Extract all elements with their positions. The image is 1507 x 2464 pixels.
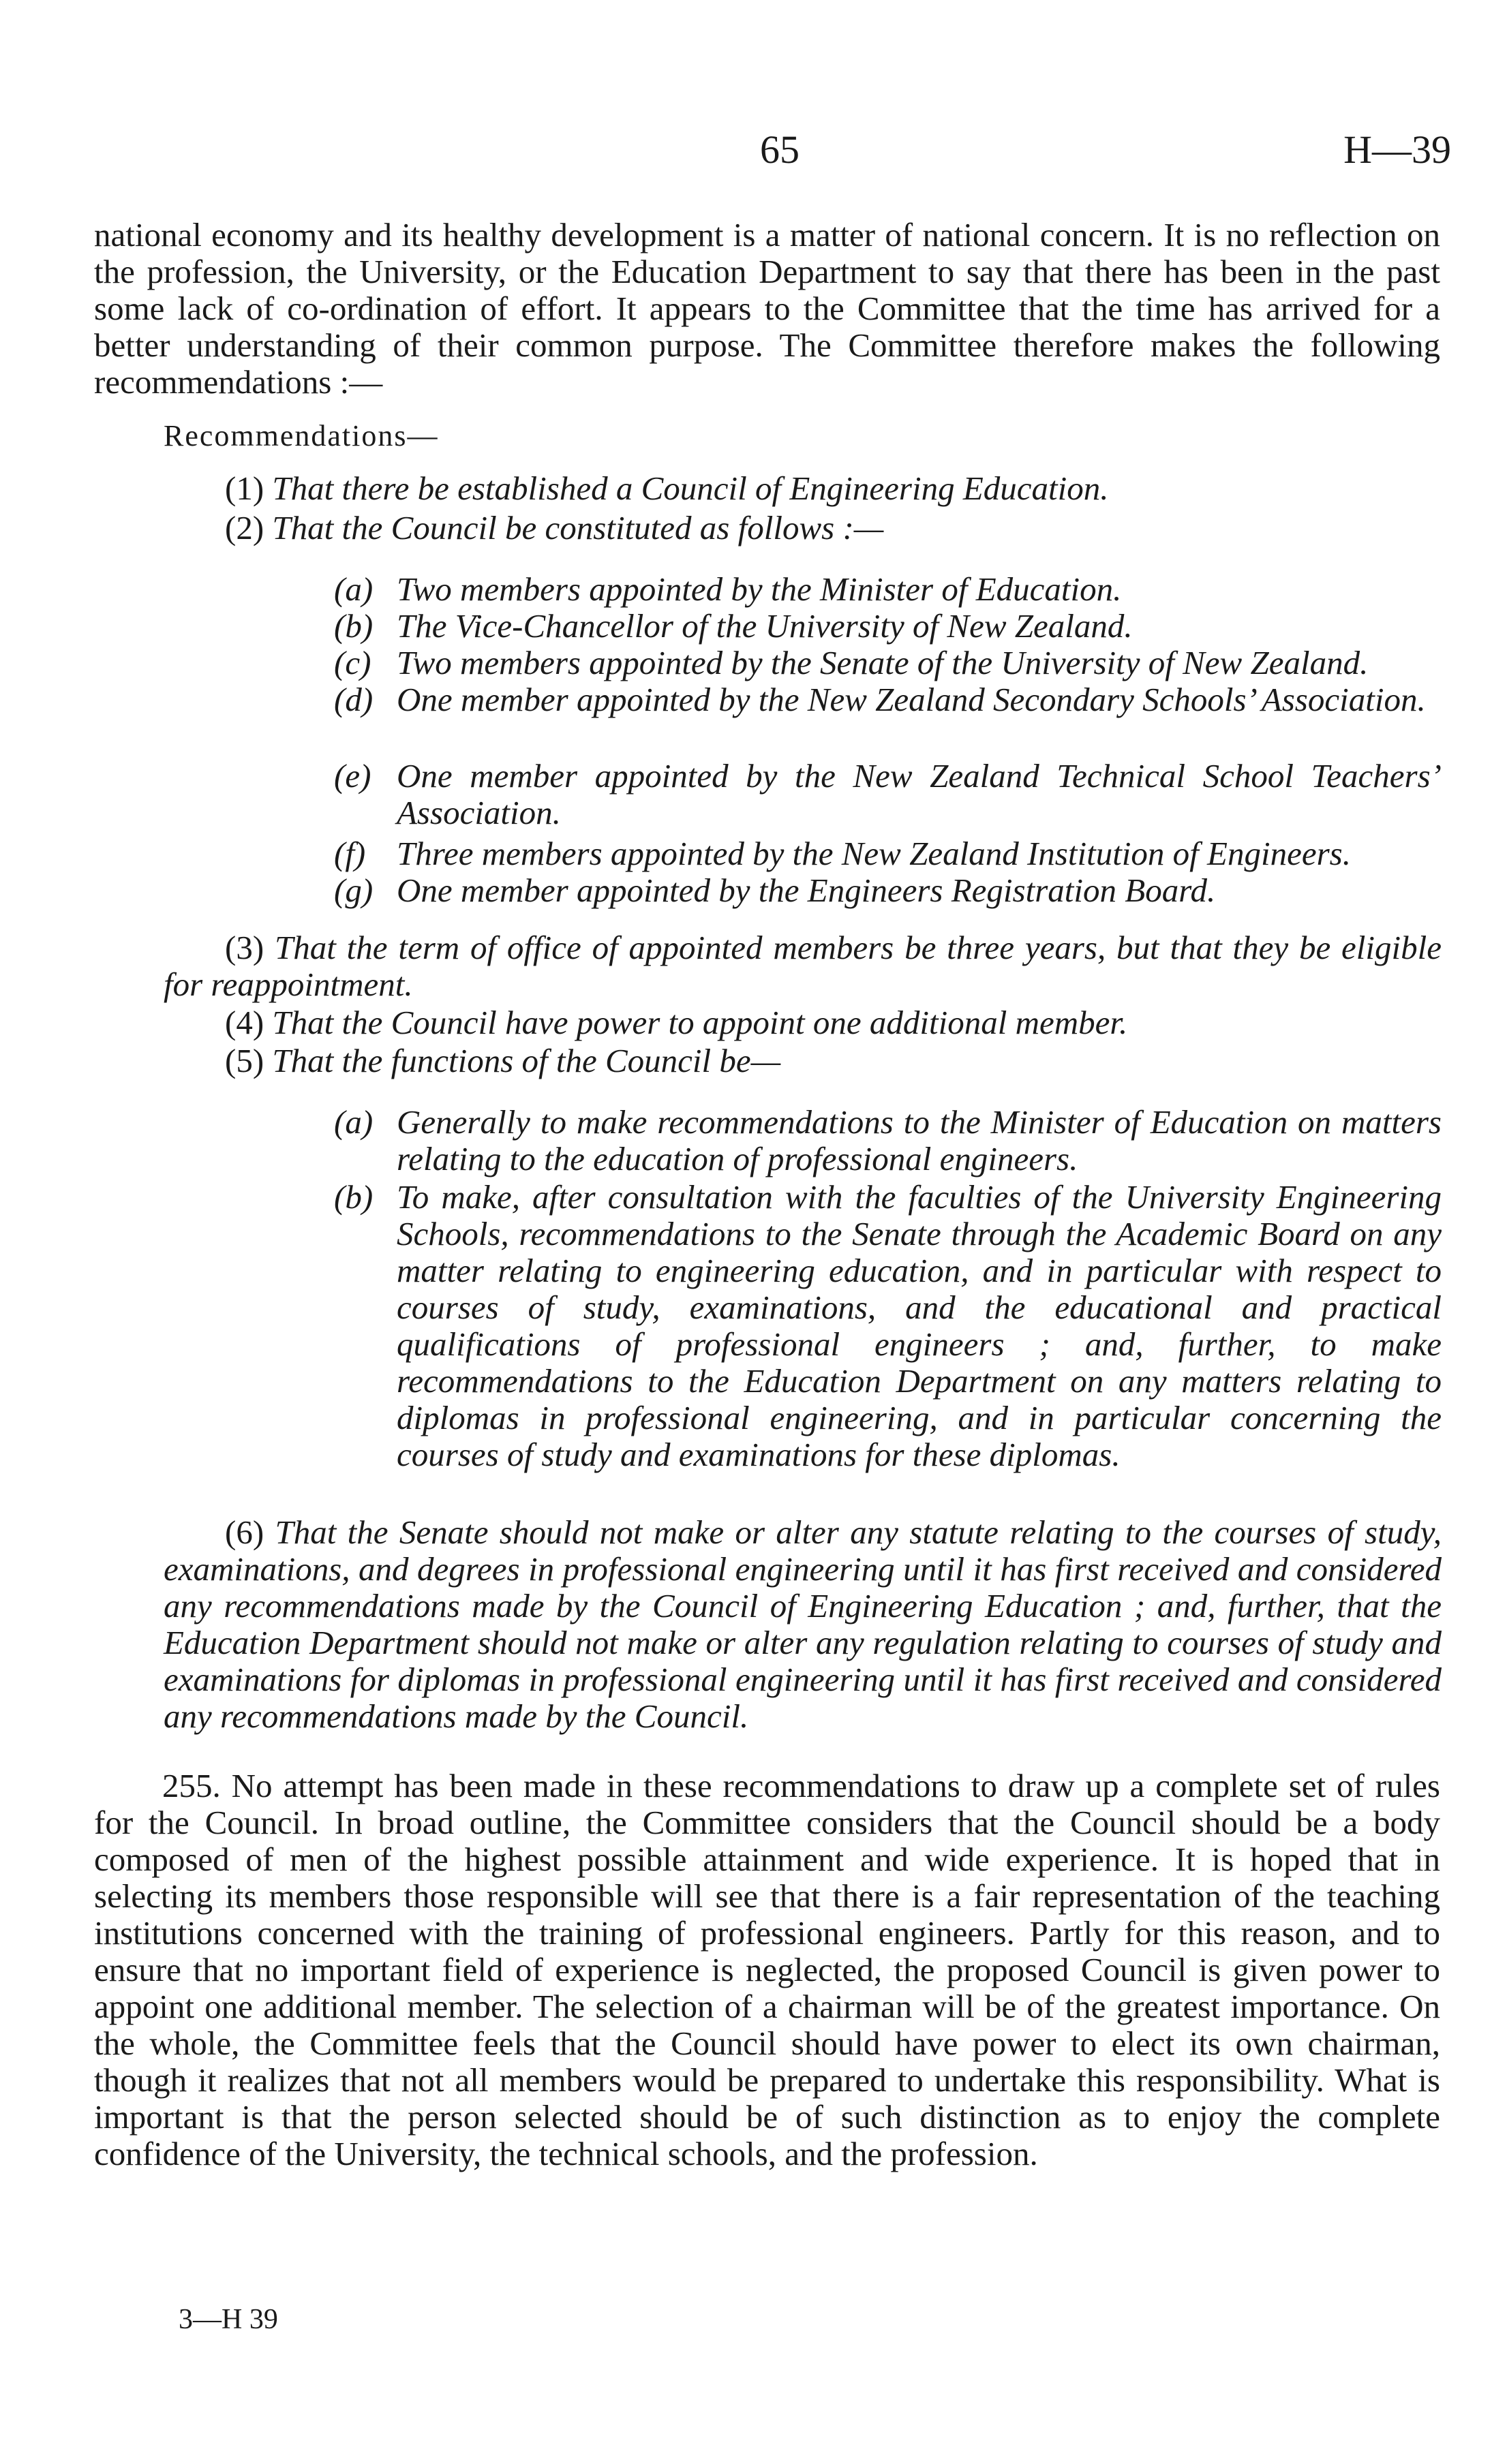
recommendation-text: That the term of office of appointed members be three years, but that they be eligible for reappointment. xyxy=(164,929,1442,1003)
list-item-letter: (a) xyxy=(334,1103,374,1141)
recommendation-6 xyxy=(164,1514,1442,1735)
list-item-letter: (g) xyxy=(334,872,374,909)
paragraph-255: 255. No attempt has been made in these recommendations to draw up a complete set of rules for the Council. In broad outline, the Committee considers that the Council should be a body composed of men of the highest possible attainment and wide experience. It is hoped that in selecting its members those responsible will see that there is a fair representation of the teaching institutions concerned with the training of professional engineers. Partly for this reason, and to ensure that no important field of experience is neglected, the proposed Council is given power to appoint one additional member. The selection of a chairman will be of the greatest importance. On the whole, the Committee feels that the Council should have power to elect its own chairman, though it realizes that not all members would be prepared to undertake this responsibility. What is important is that the person selected should be of such distinction as to enjoy the complete confidence of the University, the technical schools, and the profession. xyxy=(94,1767,1440,2172)
footer-code: 3—H 39 xyxy=(179,2304,278,2335)
recommendation-number: (3) xyxy=(225,929,264,966)
list-item xyxy=(334,608,1442,645)
recommendation-1 xyxy=(225,470,1438,507)
recommendation-text: That the functions of the Council be— xyxy=(272,1042,781,1079)
list-item-letter: (b) xyxy=(334,607,374,645)
list-item xyxy=(334,645,1442,681)
list-item xyxy=(334,1104,1442,1177)
list-item-text: One member appointed by the New Zealand Technical School Teachers’ Association. xyxy=(397,757,1442,831)
list-item xyxy=(334,681,1442,718)
recommendation-text: That the Council be constituted as follows :— xyxy=(272,509,884,546)
recommendation-number: (1) xyxy=(225,469,264,507)
document-code: H—39 xyxy=(1343,127,1451,172)
list-item-letter: (a) xyxy=(334,570,374,608)
list-item-letter: (e) xyxy=(334,757,371,795)
list-item-text: Two members appointed by the Minister of Education. xyxy=(397,570,1122,608)
recommendation-text: That the Senate should not make or alter any statute relating to the courses of study, examinations, and degrees in professional engineering until it has first received and considered any recommendations made by the Council of Engineering Education ; and, further, that the Education Department should not make or alter any regulation relating to courses of study and examinations for diplomas in professional engineering until it has first received and considered any recommendations made by the Council. xyxy=(164,1513,1442,1735)
recommendation-3 xyxy=(164,929,1442,1003)
recommendation-number: (2) xyxy=(225,509,264,546)
list-item xyxy=(334,1179,1442,1473)
recommendation-number: (5) xyxy=(225,1042,264,1079)
list-item xyxy=(334,758,1442,831)
recommendation-5 xyxy=(225,1043,1438,1079)
list-item-text: Three members appointed by the New Zealand Institution of Engineers. xyxy=(397,835,1351,872)
list-item-text: One member appointed by the New Zealand Secondary Schools’ Association. xyxy=(397,681,1426,718)
list-item-letter: (f) xyxy=(334,835,366,872)
recommendation-2 xyxy=(225,510,1438,546)
list-item-letter: (b) xyxy=(334,1178,374,1216)
list-item xyxy=(334,571,1442,608)
list-item-text: To make, after consultation with the faculties of the University Engineering Schools, recommendations to the Senate through the Academic Board on any matter relating to engineering education, and in particular with respect to courses of study, examinations, and the educational and practical qualifications of professional engineers ; and, further, to make recommendations to the Education Department on any matters relating to diplomas in professional engineering, and in particular concerning the courses of study and examinations for these diplomas. xyxy=(397,1178,1442,1473)
recommendations-heading: Recommendations— xyxy=(164,419,439,452)
recommendation-text: That the Council have power to appoint one additional member. xyxy=(272,1004,1128,1041)
list-item-text: Two members appointed by the Senate of the University of New Zealand. xyxy=(397,644,1369,681)
list-item-letter: (d) xyxy=(334,681,374,718)
list-item xyxy=(334,872,1442,909)
list-item-letter: (c) xyxy=(334,644,371,681)
intro-paragraph: national economy and its healthy development is a matter of national concern. It is no reflection on the profession, the University, or the Education Department to say that there has been in the past some lack of co-ordination of effort. It appears to the Committee that the time has arrived for a better understanding of their common purpose. The Committee therefore makes the following recommendations :— xyxy=(94,216,1440,401)
list-item-text: Generally to make recommendations to the Minister of Education on matters relating to the education of professional engineers. xyxy=(397,1103,1442,1177)
recommendation-text: That there be established a Council of Engineering Education. xyxy=(272,469,1109,507)
recommendation-4 xyxy=(225,1004,1438,1041)
page-number: 65 xyxy=(760,127,800,172)
list-item xyxy=(334,835,1442,872)
recommendation-number: (4) xyxy=(225,1004,264,1041)
list-item-text: The Vice-Chancellor of the University of New Zealand. xyxy=(397,607,1133,645)
recommendation-number: (6) xyxy=(225,1513,264,1551)
list-item-text: One member appointed by the Engineers Registration Board. xyxy=(397,872,1216,909)
